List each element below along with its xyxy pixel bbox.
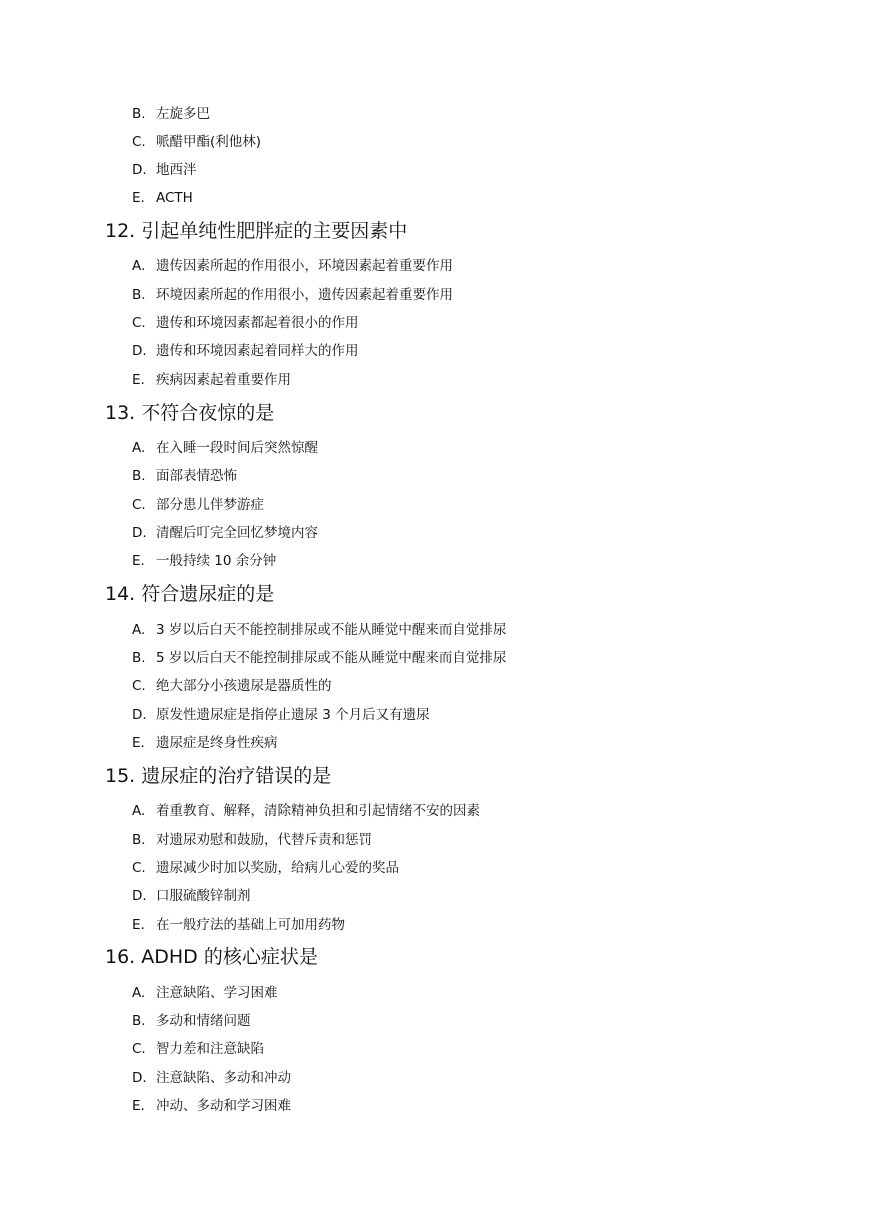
option-text: 环境因素所起的作用很小，遗传因素起着重要作用 — [156, 287, 453, 303]
option-15-e — [132, 917, 345, 933]
option-letter: B. — [132, 287, 146, 303]
option-letter: A. — [132, 440, 146, 456]
option-14-d — [132, 707, 430, 723]
option-text: ACTH — [156, 190, 193, 206]
option-text: 多动和情绪问题 — [156, 1013, 251, 1029]
option-letter: D. — [132, 525, 147, 541]
option-letter: D. — [132, 707, 147, 723]
option-prev-b — [132, 106, 210, 122]
option-text: 绝大部分小孩遗尿是器质性的 — [156, 678, 332, 694]
option-letter: E. — [132, 190, 145, 206]
option-text: 部分患儿伴梦游症 — [156, 497, 264, 513]
option-13-e — [132, 553, 276, 569]
option-text: 在一般疗法的基础上可加用药物 — [156, 917, 345, 933]
option-letter: A. — [132, 803, 146, 819]
option-letter: B. — [132, 1013, 146, 1029]
option-letter: B. — [132, 650, 146, 666]
option-letter: A. — [132, 985, 146, 1001]
option-text: 原发性遗尿症是指停止遗尿 3 个月后又有遗尿 — [156, 707, 430, 723]
option-text: 哌醋甲酯(利他林) — [156, 134, 262, 150]
option-letter: C. — [132, 1041, 146, 1057]
option-13-c — [132, 497, 264, 513]
option-13-a — [132, 440, 318, 456]
option-text: 遗传因素所起的作用很小，环境因素起着重要作用 — [156, 258, 453, 274]
option-text: 地西泮 — [156, 162, 197, 178]
option-letter: E. — [132, 917, 145, 933]
option-12-a — [132, 258, 453, 274]
option-text: 左旋多巴 — [156, 106, 210, 122]
option-text: 注意缺陷、多动和冲动 — [156, 1070, 291, 1086]
option-letter: C. — [132, 134, 146, 150]
option-14-a — [132, 622, 506, 638]
option-letter: E. — [132, 553, 145, 569]
option-text: 遗尿减少时加以奖励，给病儿心爱的奖品 — [156, 860, 399, 876]
question-title-14: 14. 符合遗尿症的是 — [105, 583, 275, 605]
option-letter: C. — [132, 315, 146, 331]
option-letter: A. — [132, 258, 146, 274]
option-letter: B. — [132, 106, 146, 122]
option-letter: E. — [132, 1098, 145, 1114]
question-title-16: 16. ADHD 的核心症状是 — [105, 946, 318, 968]
option-prev-d — [132, 162, 197, 178]
question-title-12: 12. 引起单纯性肥胖症的主要因素中 — [105, 220, 408, 242]
option-text: 遗传和环境因素起着同样大的作用 — [156, 343, 359, 359]
option-12-b — [132, 287, 453, 303]
option-text: 口服硫酸锌制剂 — [156, 888, 251, 904]
option-text: 疾病因素起着重要作用 — [156, 372, 291, 388]
option-16-b — [132, 1013, 251, 1029]
option-letter: E. — [132, 372, 145, 388]
option-prev-c — [132, 134, 261, 150]
option-text: 对遗尿劝慰和鼓励，代替斥责和惩罚 — [156, 832, 372, 848]
option-letter: D. — [132, 888, 147, 904]
option-14-b — [132, 650, 506, 666]
option-13-b — [132, 468, 237, 484]
option-letter: B. — [132, 832, 146, 848]
option-text: 着重教育、解释，清除精神负担和引起情绪不安的因素 — [156, 803, 480, 819]
option-12-d — [132, 343, 359, 359]
option-letter: D. — [132, 1070, 147, 1086]
option-13-d — [132, 525, 318, 541]
option-letter: D. — [132, 162, 147, 178]
option-letter: A. — [132, 622, 146, 638]
option-14-c — [132, 678, 332, 694]
option-prev-e — [132, 190, 193, 206]
option-letter: C. — [132, 497, 146, 513]
option-text: 冲动、多动和学习困难 — [156, 1098, 291, 1114]
option-16-a — [132, 985, 278, 1001]
option-letter: E. — [132, 735, 145, 751]
question-title-13: 13. 不符合夜惊的是 — [105, 402, 275, 424]
option-15-d — [132, 888, 251, 904]
option-text: 3 岁以后白天不能控制排尿或不能从睡觉中醒来而自觉排尿 — [156, 622, 507, 638]
option-text: 5 岁以后白天不能控制排尿或不能从睡觉中醒来而自觉排尿 — [156, 650, 507, 666]
option-letter: B. — [132, 468, 146, 484]
option-letter: C. — [132, 678, 146, 694]
option-text: 遗尿症是终身性疾病 — [156, 735, 278, 751]
option-text: 在入睡一段时间后突然惊醒 — [156, 440, 318, 456]
option-15-b — [132, 832, 372, 848]
option-16-e — [132, 1098, 291, 1114]
option-16-d — [132, 1070, 291, 1086]
option-16-c — [132, 1041, 264, 1057]
question-title-15: 15. 遗尿症的治疗错误的是 — [105, 765, 332, 787]
option-text: 一般持续 10 余分钟 — [156, 553, 277, 569]
option-text: 智力差和注意缺陷 — [156, 1041, 264, 1057]
option-text: 遗传和环境因素都起着很小的作用 — [156, 315, 359, 331]
option-14-e — [132, 735, 278, 751]
option-text: 清醒后叮完全回忆梦境内容 — [156, 525, 318, 541]
option-text: 注意缺陷、学习困难 — [156, 985, 278, 1001]
option-letter: D. — [132, 343, 147, 359]
option-letter: C. — [132, 860, 146, 876]
option-text: 面部表情恐怖 — [156, 468, 237, 484]
option-12-e — [132, 372, 291, 388]
option-15-c — [132, 860, 399, 876]
option-12-c — [132, 315, 359, 331]
option-15-a — [132, 803, 480, 819]
